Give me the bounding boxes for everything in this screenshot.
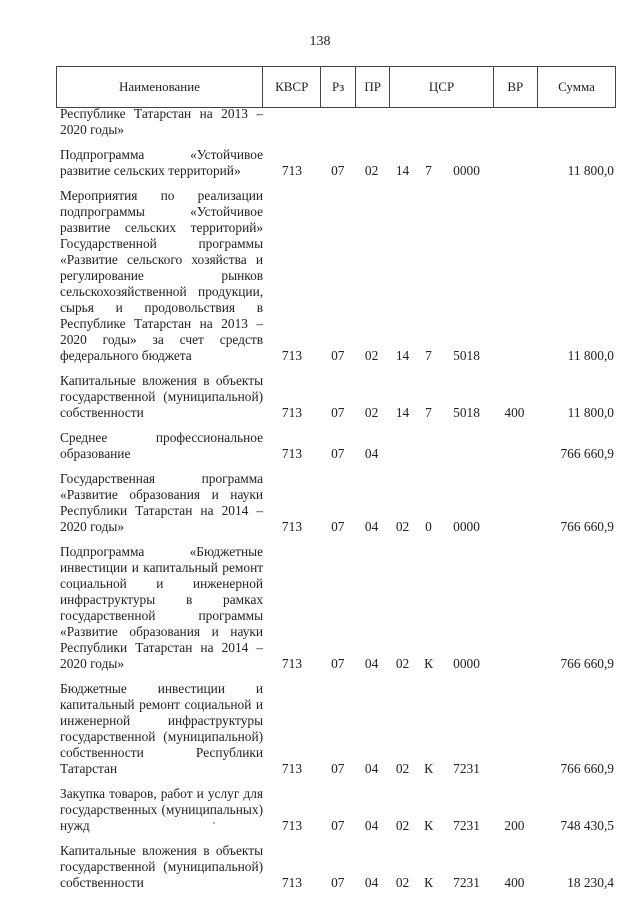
row-kvsr: 713 [281,519,303,534]
table-row [56,106,616,138]
row-kvsr: 713 [281,656,303,671]
scan-speck [213,822,215,824]
row-csr-program: 02 [395,818,410,833]
row-name: Капитальные вложения в объекты государственной (муниципальной) собственности [60,843,264,890]
row-kvsr: 713 [281,348,303,363]
row-csr-subprogram: 7 [425,163,432,178]
row-csr-item: 5018 [453,348,480,363]
row-name: Государственная программа «Развитие образования и науки Республики Татарстан на 2014 – 2020 годы» [60,471,264,534]
row-csr-program: 14 [395,348,410,363]
row-csr [389,163,493,179]
row-csr-item: 0000 [453,656,480,671]
row-rz: 07 [331,818,345,833]
row-pr: 04 [364,818,379,833]
row-csr [389,405,493,421]
col-header-vr: ВР [493,67,537,108]
row-csr-subprogram: К [424,818,433,833]
col-header-csr: ЦСР [390,67,493,108]
row-pr: 02 [364,163,379,178]
row-sum: 766 660,9 [560,446,614,461]
col-header-rz: Рз [321,67,355,108]
row-rz: 07 [331,875,345,890]
row-name: Капитальные вложения в объекты государственной (муниципальной) собственности [60,373,264,420]
page-number: 138 [309,34,331,49]
row-csr [389,875,493,891]
row-kvsr: 713 [281,875,303,890]
col-header-sum: Сумма [537,67,615,108]
row-rz: 07 [331,348,345,363]
row-rz: 07 [331,519,345,534]
row-csr-item: 7231 [453,761,480,776]
table-row [56,430,616,462]
row-kvsr: 713 [281,818,303,833]
row-csr-program: 02 [395,519,410,534]
row-sum: 11 800,0 [567,163,614,178]
row-rz: 07 [331,656,345,671]
row-csr-program: 02 [395,761,410,776]
row-sum: 11 800,0 [567,405,614,420]
row-pr: 04 [364,519,379,534]
row-kvsr: 713 [281,446,303,461]
row-kvsr: 713 [281,761,303,776]
table-row [56,786,616,834]
row-vr: 200 [504,818,525,833]
row-pr: 04 [364,656,379,671]
row-csr-program: 02 [395,656,410,671]
row-name: Бюджетные инвестиции и капитальный ремонт социальной и инженерной инфраструктуры государственной (муниципальной) собственности Республики Татарстан [60,681,264,776]
col-header-pr: ПР [355,67,390,108]
col-header-kvsr: КВСР [263,67,321,108]
row-rz: 07 [331,446,345,461]
table-row [56,843,616,891]
row-name: Среднее профессиональное образование [60,430,264,461]
row-csr [389,818,493,834]
table-header [56,66,616,108]
row-csr-program: 02 [395,875,410,890]
row-sum: 11 800,0 [567,348,614,363]
row-sum: 766 660,9 [560,761,614,776]
row-csr-item: 0000 [453,519,480,534]
row-csr [389,761,493,777]
table-body [56,106,616,900]
row-name: Закупка товаров, работ и услуг для государственных (муниципальных) нужд [60,786,264,833]
table-row [56,471,616,535]
table-row [56,681,616,777]
row-csr-subprogram: 0 [425,519,432,534]
row-csr-subprogram: К [424,875,433,890]
row-sum: 766 660,9 [560,656,614,671]
table-row [56,373,616,421]
row-kvsr: 713 [281,163,303,178]
row-name: Подпрограмма «Бюджетные инвестиции и капитальный ремонт социальной и инженерной инфраструктуры в рамках государственной программы «Развитие образования и науки Республики Татарстан на 2014 – 2020 годы» [60,544,264,671]
row-sum: 18 230,4 [567,875,614,890]
row-pr: 04 [364,875,379,890]
row-vr: 400 [504,875,525,890]
row-name: Республике Татарстан на 2013 – 2020 годы» [60,106,264,137]
row-csr-item: 7231 [453,875,480,890]
row-kvsr: 713 [281,405,303,420]
row-vr: 400 [504,405,525,420]
table-row [56,188,616,364]
col-header-name: Наименование [57,67,263,108]
table-row [56,147,616,179]
row-csr-subprogram: К [424,656,433,671]
row-csr-program: 14 [395,163,410,178]
row-rz: 07 [331,761,345,776]
row-sum: 748 430,5 [560,818,614,833]
row-pr: 02 [364,405,379,420]
row-pr: 02 [364,348,379,363]
row-rz: 07 [331,163,345,178]
row-csr-subprogram: К [424,761,433,776]
row-pr: 04 [364,446,379,461]
row-csr [389,519,493,535]
row-sum: 766 660,9 [560,519,614,534]
row-csr-item: 7231 [453,818,480,833]
row-csr-subprogram: 7 [425,348,432,363]
row-csr-item: 0000 [453,163,480,178]
row-csr [389,348,493,364]
row-csr-subprogram: 7 [425,405,432,420]
row-pr: 04 [364,761,379,776]
row-csr-program: 14 [395,405,410,420]
row-csr-item: 5018 [453,405,480,420]
row-name: Подпрограмма «Устойчивое развитие сельских территорий» [60,147,264,178]
row-rz: 07 [331,405,345,420]
row-csr [389,656,493,672]
row-name: Мероприятия по реализации подпрограммы «Устойчивое развитие сельских территорий» Государственной программы «Развитие сельского хозяйства и регулирование рынков сельскохозяйственной продукции, сырья и продовольствия в Республике Татарстан на 2013 – 2020 годы» за счет средств федерального бюджета [60,188,264,363]
table-row [56,544,616,672]
